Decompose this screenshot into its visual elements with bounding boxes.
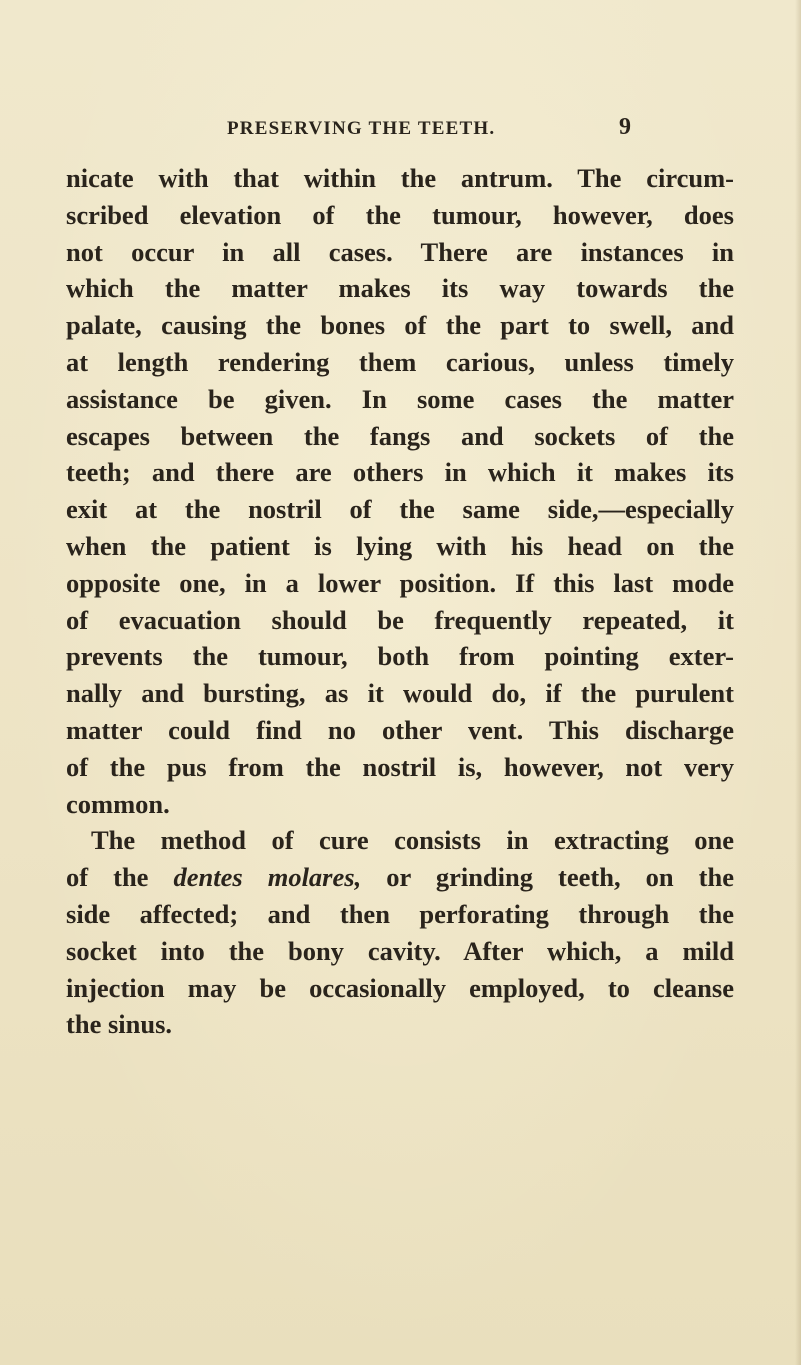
text-line: socket into the bony cavity. After which, a mild	[66, 935, 734, 966]
text-line: at length rendering them carious, unless timely	[66, 346, 734, 377]
text-line: scribed elevation of the tumour, however, does	[66, 199, 734, 230]
page-edge-shadow	[795, 0, 801, 1365]
text-line: which the matter makes its way towards the	[66, 273, 734, 304]
text-line: teeth; and there are others in which it makes its	[66, 457, 734, 488]
text-fragment: of the	[66, 862, 174, 893]
text-line: not occur in all cases. There are instances in	[66, 236, 734, 267]
text-line: of evacuation should be frequently repeated, it	[66, 604, 734, 635]
text-line-with-italic	[66, 859, 734, 896]
text-line-paragraph-end: common.	[66, 788, 170, 819]
text-line: exit at the nostril of the same side,—especially	[66, 494, 734, 525]
text-line: assistance be given. In some cases the matter	[66, 383, 734, 414]
running-head	[227, 114, 647, 148]
text-line: injection may be occasionally employed, to cleanse	[66, 972, 734, 1003]
body-text	[66, 160, 734, 1043]
text-line: when the patient is lying with his head on the	[66, 530, 734, 561]
text-line: nally and bursting, as it would do, if the purulent	[66, 678, 734, 709]
text-line: palate, causing the bones of the part to swell, and	[66, 310, 734, 341]
text-line: nicate with that within the antrum. The circum-	[66, 163, 734, 193]
running-head-title: PRESERVING THE TEETH.	[227, 118, 496, 139]
page-number: 9	[619, 114, 633, 140]
text-fragment: or grinding teeth, on the	[361, 862, 734, 893]
text-line: side affected; and then perforating through the	[66, 898, 734, 929]
text-line: of the pus from the nostril is, however, not very	[66, 751, 734, 782]
text-line: prevents the tumour, both from pointing exter-	[66, 641, 734, 672]
text-line: matter could find no other vent. This discharge	[66, 714, 734, 745]
text-line-paragraph-start: The method of cure consists in extracting one	[91, 825, 734, 856]
text-line: opposite one, in a lower position. If this last mode	[66, 567, 734, 598]
text-line: escapes between the fangs and sockets of the	[66, 420, 734, 451]
text-line-paragraph-end: the sinus.	[66, 1009, 173, 1040]
italic-term: dentes molares,	[173, 862, 362, 893]
